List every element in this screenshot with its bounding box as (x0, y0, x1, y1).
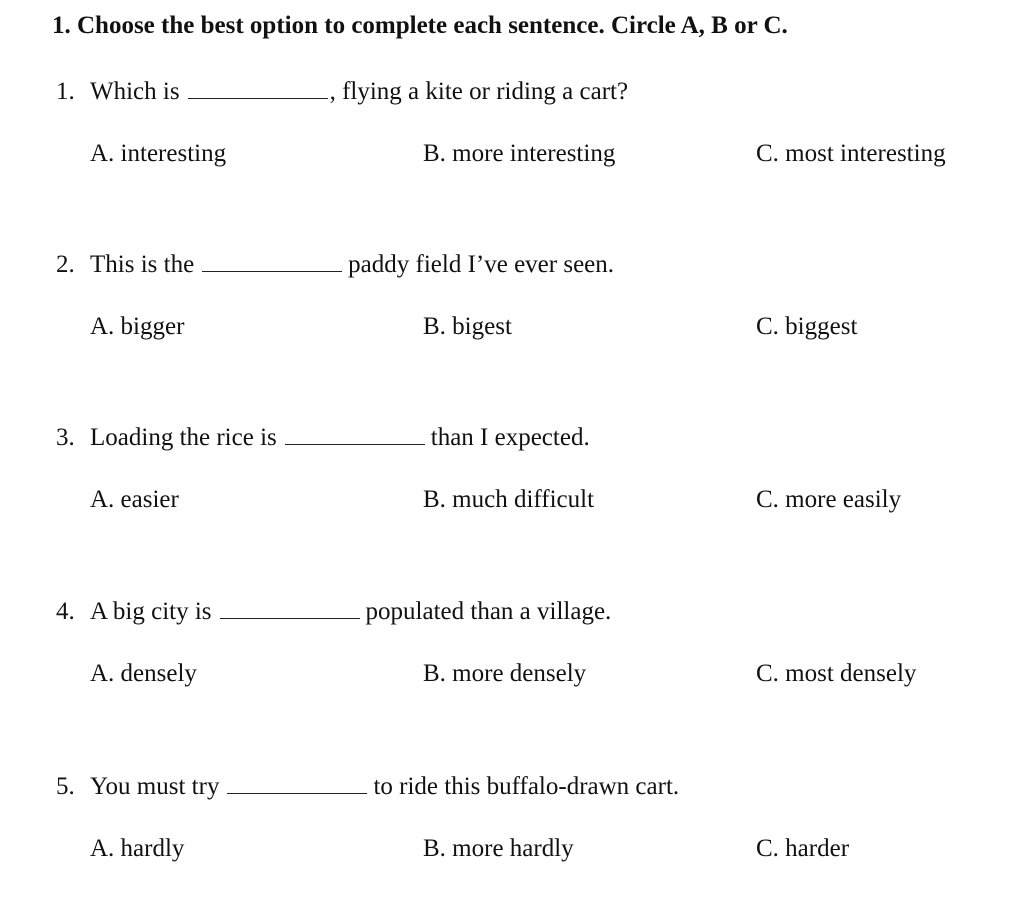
option-a[interactable]: A. hardly (90, 835, 185, 862)
option-b[interactable]: B. more densely (423, 660, 587, 687)
sentence-start: Loading the rice is (90, 424, 277, 451)
sentence-start: You must try (90, 773, 220, 800)
sentence-end: to ride this buffalo-drawn cart. (373, 773, 680, 800)
option-c[interactable]: C. most densely (756, 660, 917, 687)
option-a[interactable]: A. interesting (90, 140, 227, 167)
sentence-start: Which is (90, 78, 180, 105)
answer-blank[interactable] (220, 617, 360, 619)
question-sentence (56, 251, 614, 279)
question-sentence (56, 598, 611, 626)
answer-blank[interactable] (202, 270, 342, 272)
question-number: 5. (56, 773, 75, 800)
question-2 (0, 251, 1024, 371)
option-a[interactable]: A. densely (90, 660, 197, 687)
exercise-title: 1. Choose the best option to complete each sentence. Circle A, B or C. (52, 12, 788, 39)
option-c[interactable]: C. more easily (756, 486, 902, 513)
question-sentence (56, 78, 628, 106)
option-b[interactable]: B. bigest (423, 313, 512, 340)
answer-blank[interactable] (285, 443, 425, 445)
question-1 (0, 78, 1024, 198)
question-number: 3. (56, 424, 75, 451)
sentence-start: A big city is (90, 598, 212, 625)
question-number: 1. (56, 78, 75, 105)
sentence-end: than I expected. (430, 424, 590, 451)
question-3 (0, 424, 1024, 544)
question-number: 2. (56, 251, 75, 278)
answer-blank[interactable] (188, 97, 328, 99)
question-5 (0, 773, 1024, 893)
option-a[interactable]: A. bigger (90, 313, 185, 340)
question-sentence (56, 773, 679, 801)
option-a[interactable]: A. easier (90, 486, 179, 513)
sentence-start: This is the (90, 251, 195, 278)
sentence-end: , flying a kite or riding a cart? (329, 78, 629, 105)
option-c[interactable]: C. biggest (756, 313, 858, 340)
sentence-end: paddy field I’ve ever seen. (348, 251, 615, 278)
option-c[interactable]: C. most interesting (756, 140, 946, 167)
option-c[interactable]: C. harder (756, 835, 850, 862)
option-b[interactable]: B. more interesting (423, 140, 616, 167)
answer-blank[interactable] (227, 792, 367, 794)
sentence-end: populated than a village. (365, 598, 612, 625)
question-sentence (56, 424, 590, 452)
option-b[interactable]: B. more hardly (423, 835, 574, 862)
option-b[interactable]: B. much difficult (423, 486, 595, 513)
question-number: 4. (56, 598, 75, 625)
question-4 (0, 598, 1024, 718)
